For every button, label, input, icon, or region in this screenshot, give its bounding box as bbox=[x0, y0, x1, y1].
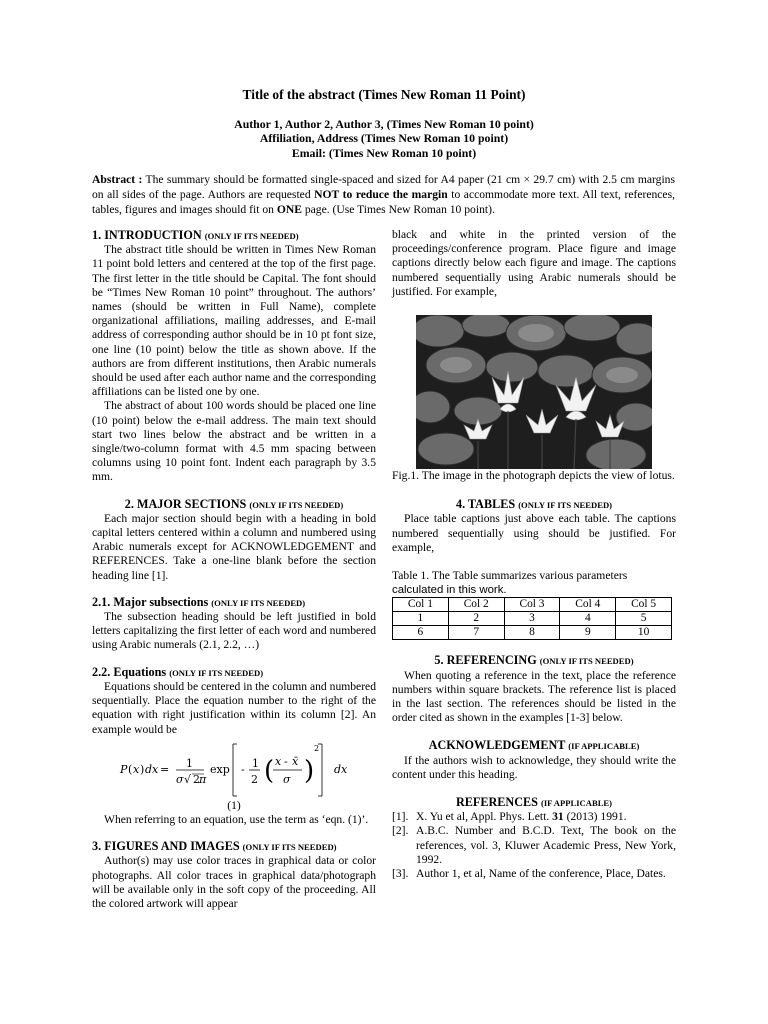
equation-number: (1) bbox=[227, 798, 241, 812]
reference-item bbox=[392, 810, 676, 824]
reference-text: X. Yu et al, Appl. Phys. Lett. bbox=[416, 810, 553, 824]
ack-heading bbox=[392, 738, 676, 753]
table-caption-cont: calculated in this work. bbox=[392, 584, 507, 597]
abstract-text-2: to accommodate more text. All text, references, tables, figures and images should fit on bbox=[92, 188, 675, 216]
major-tag: (ONLY IF ITS NEEDED) bbox=[249, 499, 344, 510]
paper-title: Title of the abstract (Times New Roman 11 Point) bbox=[242, 87, 526, 102]
intro-heading bbox=[92, 228, 376, 243]
abstract-bold-1: NOT to reduce the margin bbox=[314, 188, 448, 201]
svg-text:(: ( bbox=[264, 755, 275, 786]
lotus-photo bbox=[416, 315, 652, 469]
subsection-heading bbox=[92, 595, 376, 610]
table-row bbox=[393, 626, 672, 640]
subsection-heading-text: 2.1. Major subsections bbox=[92, 594, 209, 609]
svg-text:(: ( bbox=[128, 762, 133, 776]
table-cell: 5 bbox=[616, 612, 672, 626]
reference-text-end: (2013) 1991. bbox=[563, 810, 627, 824]
reference-number: [3]. bbox=[392, 867, 409, 881]
affiliation: Affiliation, Address (Times New Roman 10 point) bbox=[259, 131, 509, 146]
reference-volume: 31 bbox=[552, 810, 564, 824]
figure-caption: Fig.1. The image in the photograph depicts the view of lotus. bbox=[392, 469, 675, 483]
abstract-text-1: The summary should be formatted single-spaced and sized for A4 paper (21 cm × 29.7 cm) with 2.5 cm margins on all sides of the page. Authors are requested bbox=[92, 173, 675, 201]
svg-text:): ) bbox=[140, 762, 145, 776]
table-cell: 9 bbox=[560, 626, 616, 640]
svg-text:1: 1 bbox=[252, 756, 259, 770]
tables-heading-text: 4. TABLES bbox=[455, 497, 516, 512]
referencing-heading-text: 5. REFERENCING bbox=[434, 653, 537, 668]
svg-text:dx: dx bbox=[334, 762, 348, 776]
subsection-tag: (ONLY IF ITS NEEDED) bbox=[211, 597, 306, 608]
svg-text:2: 2 bbox=[314, 743, 320, 753]
svg-text:√: √ bbox=[184, 772, 192, 786]
table-header-row bbox=[393, 598, 672, 612]
figures-para: Author(s) may use color traces in graphical data or color photographs. All color traces in graphical data/photograph will be available only in the soft copy of the proceeding. All the colored artwork will appear bbox=[92, 854, 376, 910]
svg-text:σ: σ bbox=[283, 772, 291, 786]
reference-text: A.B.C. Number and B.C.D. Text, The book on the references, vol. 3, Kluwer Academic Press, New York, 1992. bbox=[416, 824, 676, 866]
svg-text:x: x bbox=[133, 762, 140, 776]
lotus-image bbox=[416, 315, 652, 469]
right-column bbox=[392, 228, 676, 881]
abstract-bold-2: ONE bbox=[276, 203, 302, 216]
table-header-cell: Col 4 bbox=[560, 598, 616, 612]
table-cell: 3 bbox=[504, 612, 560, 626]
svg-text:x̄: x̄ bbox=[292, 754, 299, 768]
major-heading-text: 2. MAJOR SECTIONS bbox=[124, 496, 247, 511]
table-cell: 4 bbox=[560, 612, 616, 626]
references-heading bbox=[392, 795, 676, 810]
reference-item bbox=[392, 824, 676, 867]
reference-text: Author 1, et al, Name of the conference, Place, Dates. bbox=[416, 867, 666, 881]
figures-para-cont: black and white in the printed version of the proceedings/conference program. Place figure and image captions directly below each figure and image. The captions numbered sequentially using Arabic numerals should be justified. For example, bbox=[392, 228, 676, 298]
reference-number: [1]. bbox=[392, 810, 409, 824]
svg-text:P: P bbox=[120, 762, 128, 776]
table-header-cell: Col 2 bbox=[448, 598, 504, 612]
parameter-table bbox=[392, 597, 672, 640]
table-cell: 1 bbox=[393, 612, 449, 626]
intro-para-1: The abstract title should be written in Times New Roman 11 point bold letters and centered at the top of the first page. The first letter in the title should be Capital. The font should be “Times New Roman 10 point” throughout. The authors’ names (should be written in Full Name), complete organizational affiliations, mailing addresses, and E-mail address of corresponding author should be in 10 pt font size, one line (10 point) below the title as shown above. If the authors are from different institutions, then Arabic numerals should be used after each author name and the corresponding affiliations can be listed one by one. bbox=[92, 243, 376, 399]
equation-graphic bbox=[92, 739, 376, 799]
figures-heading-text: 3. FIGURES AND IMAGES bbox=[92, 839, 240, 854]
svg-text:-: - bbox=[241, 762, 245, 776]
equations-tag: (ONLY IF ITS NEEDED) bbox=[169, 667, 264, 678]
svg-text:2: 2 bbox=[193, 772, 200, 786]
major-heading bbox=[92, 497, 376, 512]
author-block bbox=[0, 117, 768, 160]
svg-text:): ) bbox=[304, 755, 315, 786]
table-header-cell: Col 5 bbox=[616, 598, 672, 612]
referencing-para: When quoting a reference in the text, place the reference numbers within square brackets. The reference list is placed in the last section. The references should be listed in the order cited as shown in the examples [1-3] below. bbox=[392, 668, 676, 725]
tables-heading bbox=[392, 497, 676, 512]
referencing-tag: (ONLY IF ITS NEEDED) bbox=[539, 656, 634, 667]
figures-heading bbox=[92, 839, 376, 854]
tables-para: Place table captions just above each table. The captions numbered sequentially using should be justified. For example, bbox=[392, 512, 676, 554]
svg-text:=: = bbox=[160, 762, 170, 776]
left-column bbox=[92, 228, 376, 911]
table-row bbox=[393, 612, 672, 626]
intro-tag: (ONLY IF ITS NEEDED) bbox=[204, 231, 299, 241]
svg-text:π: π bbox=[199, 772, 207, 786]
referencing-heading bbox=[392, 653, 676, 668]
abstract bbox=[92, 172, 675, 217]
svg-text:-: - bbox=[284, 754, 288, 768]
table-cell: 8 bbox=[504, 626, 560, 640]
reference-number: [2]. bbox=[392, 824, 409, 838]
abstract-text-3: page. (Use Times New Roman 10 point). bbox=[301, 203, 495, 216]
svg-text:x: x bbox=[275, 754, 282, 768]
intro-heading-text: 1. INTRODUCTION bbox=[92, 228, 202, 242]
equations-heading-text: 2.2. Equations bbox=[92, 664, 167, 679]
tables-tag: (ONLY IF ITS NEEDED) bbox=[518, 500, 613, 511]
email: Email: (Times New Roman 10 point) bbox=[291, 145, 477, 160]
author-list: Author 1, Author 2, Author 3, (Times New Roman 10 point) bbox=[234, 117, 534, 131]
references-heading-text: REFERENCES bbox=[455, 795, 538, 810]
reference-item bbox=[392, 867, 676, 881]
figures-tag: (ONLY IF ITS NEEDED) bbox=[242, 842, 337, 853]
table-caption: Table 1. The Table summarizes various parameters bbox=[392, 569, 628, 583]
equation-1 bbox=[92, 739, 376, 799]
svg-text:dx: dx bbox=[145, 762, 159, 776]
intro-para-2: The abstract of about 100 words should be placed one line (10 point) below the e-mail address. The main text should start two lines below the abstract and be written in a single/two-column format with 4.5 mm spacing between columns using 10 point font. Indent each paragraph by 3.5 mm. bbox=[92, 399, 376, 484]
table-header-cell: Col 3 bbox=[504, 598, 560, 612]
svg-text:exp: exp bbox=[210, 762, 230, 776]
ack-para: If the authors wish to acknowledge, they should write the content under this heading. bbox=[392, 753, 676, 781]
equations-heading bbox=[92, 665, 376, 680]
table-cell: 2 bbox=[448, 612, 504, 626]
reference-list bbox=[392, 810, 676, 881]
ack-heading-text: ACKNOWLEDGEMENT bbox=[428, 738, 566, 753]
table-cell: 6 bbox=[393, 626, 449, 640]
table-header-cell: Col 1 bbox=[393, 598, 449, 612]
equations-para-2: When referring to an equation, use the term as ‘eqn. (1)’. bbox=[104, 812, 369, 826]
major-para: Each major section should begin with a heading in bold capital letters centered within a column and numbered using Arabic numerals except for ACKNOWLEDGEMENT and REFERENCES. Take a one-line blank before the section heading line [1]. bbox=[92, 511, 376, 582]
ack-tag: (IF APPLICABLE) bbox=[568, 741, 640, 752]
svg-text:σ: σ bbox=[176, 772, 184, 786]
table-cell: 10 bbox=[616, 626, 672, 640]
references-tag: (IF APPLICABLE) bbox=[540, 798, 613, 809]
table-cell: 7 bbox=[448, 626, 504, 640]
equations-para: Equations should be centered in the column and numbered sequentially. Place the equation number to the right of the equation with right justification within its column [2]. An example would be bbox=[92, 679, 376, 736]
svg-text:1: 1 bbox=[186, 756, 193, 770]
subsection-para: The subsection heading should be left justified in bold letters capitalizing the first letter of each word and numbered using Arabic numerals (2.1, 2.2, …) bbox=[92, 610, 376, 652]
abstract-label: Abstract : bbox=[92, 173, 143, 186]
svg-text:2: 2 bbox=[251, 772, 258, 786]
